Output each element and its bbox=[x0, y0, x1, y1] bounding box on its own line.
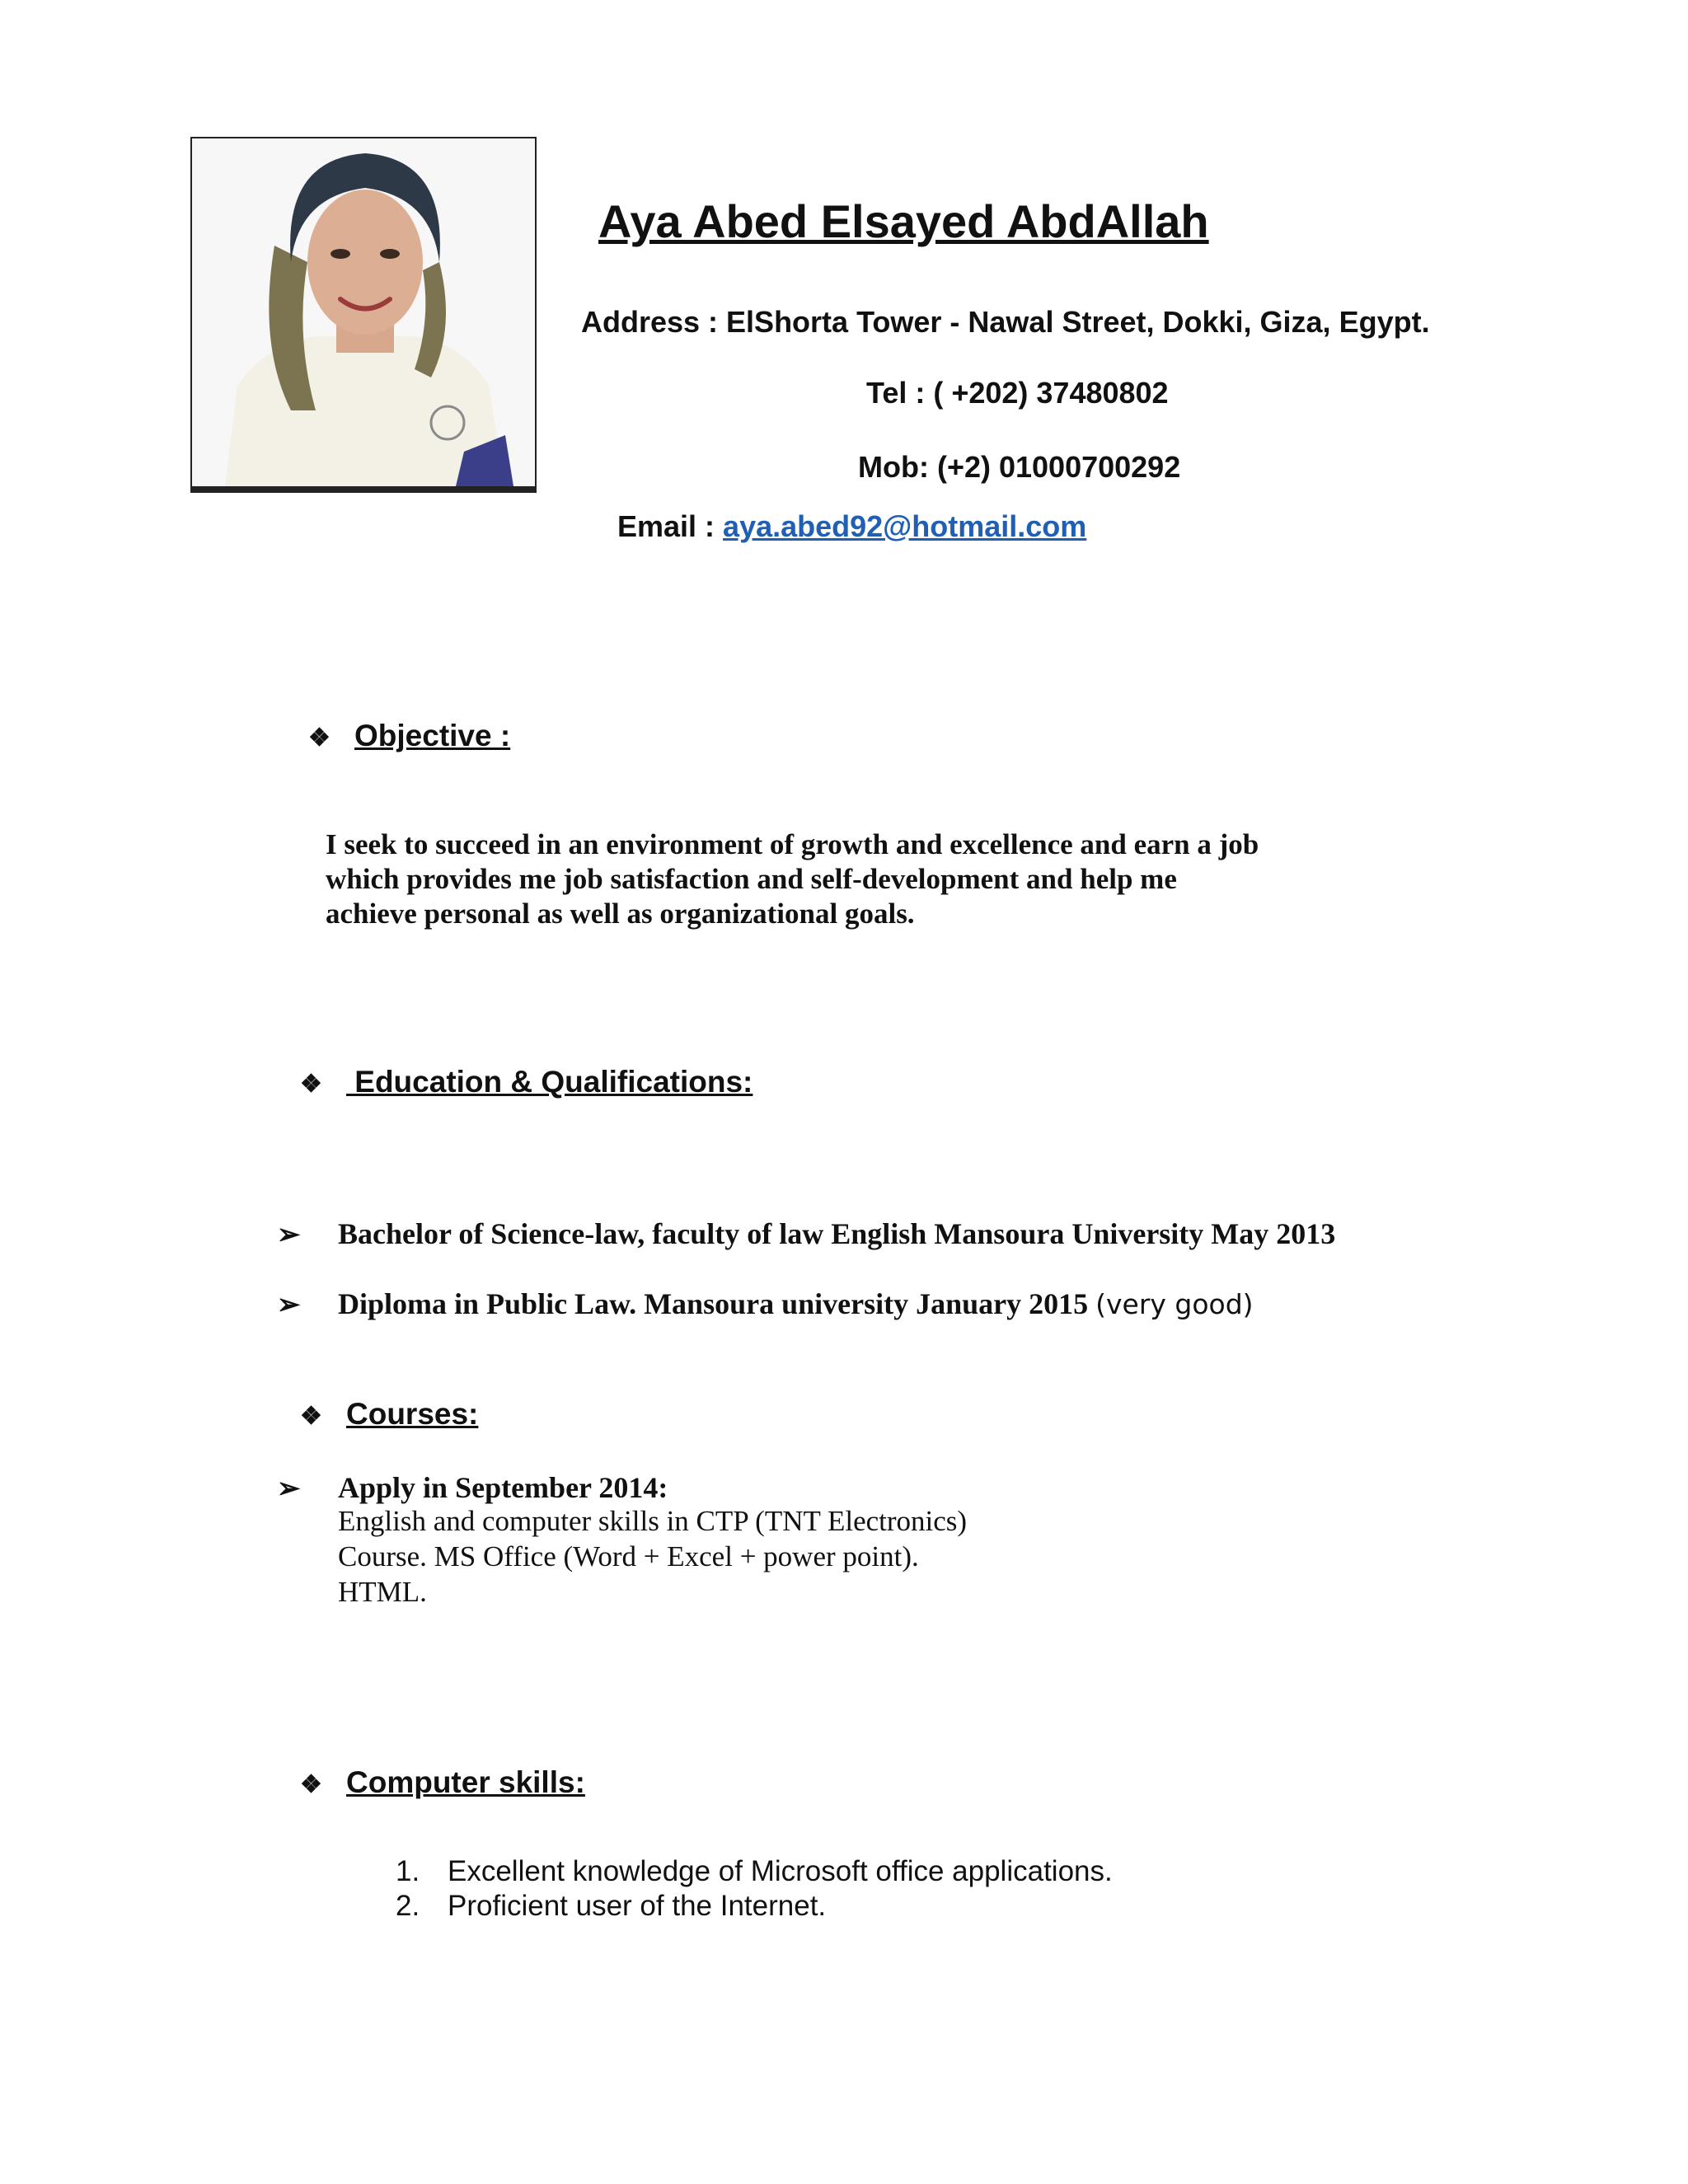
course-title: Apply in September 2014: bbox=[338, 1471, 668, 1504]
education-item-grade: (very good) bbox=[1095, 1288, 1254, 1320]
objective-line: achieve personal as well as organizational goals. bbox=[326, 898, 915, 930]
profile-photo bbox=[190, 137, 537, 493]
list-item-text: Proficient user of the Internet. bbox=[448, 1890, 827, 1922]
education-heading-label: Education & Qualifications: bbox=[346, 1065, 753, 1099]
objective-heading bbox=[308, 719, 510, 753]
mobile-line: Mob: (+2) 01000700292 bbox=[858, 450, 1181, 484]
computer-skills-heading-label: Computer skills: bbox=[346, 1765, 585, 1799]
education-heading bbox=[300, 1065, 753, 1099]
course-line: Course. MS Office (Word + Excel + power point). bbox=[338, 1540, 919, 1572]
email-row bbox=[617, 509, 1086, 544]
email-link[interactable]: aya.abed92@hotmail.com bbox=[723, 509, 1087, 543]
course-line: HTML. bbox=[338, 1576, 427, 1608]
education-item-text: Diploma in Public Law. Mansoura university January 2015 bbox=[338, 1287, 1096, 1320]
list-item-text: Excellent knowledge of Microsoft office applications. bbox=[448, 1855, 1113, 1887]
education-item-text: Bachelor of Science-law, faculty of law English Mansoura University May 2013 bbox=[338, 1217, 1336, 1250]
profile-photo-icon bbox=[192, 138, 535, 486]
education-item bbox=[277, 1286, 1254, 1321]
education-item bbox=[277, 1216, 1335, 1251]
candidate-name: Aya Abed Elsayed AbdAllah bbox=[598, 195, 1209, 247]
list-item-number: 2. bbox=[396, 1890, 420, 1922]
list-item-number: 1. bbox=[396, 1855, 420, 1887]
objective-line: I seek to succeed in an environment of growth and excellence and earn a job bbox=[326, 828, 1259, 860]
arrow-bullet-icon: ➢ bbox=[277, 1290, 301, 1320]
diamond-bullet-icon: ❖ bbox=[300, 1403, 322, 1430]
email-label: Email : bbox=[617, 509, 724, 543]
computer-skills-list bbox=[396, 1854, 1113, 1924]
course-details bbox=[338, 1503, 967, 1610]
objective-text bbox=[326, 827, 1339, 931]
objective-heading-label: Objective : bbox=[354, 719, 511, 752]
computer-skills-heading bbox=[300, 1765, 585, 1800]
courses-heading bbox=[300, 1397, 478, 1432]
diamond-bullet-icon: ❖ bbox=[300, 1071, 322, 1098]
course-item bbox=[277, 1470, 668, 1505]
diamond-bullet-icon: ❖ bbox=[308, 724, 331, 752]
address-line: Address : ElShorta Tower - Nawal Street, Dokki, Giza, Egypt. bbox=[581, 305, 1430, 339]
telephone-line: Tel : ( +202) 37480802 bbox=[866, 376, 1169, 410]
list-item bbox=[396, 1854, 1113, 1889]
list-item bbox=[396, 1889, 1113, 1924]
course-line: English and computer skills in CTP (TNT Electronics) bbox=[338, 1505, 968, 1537]
arrow-bullet-icon: ➢ bbox=[277, 1474, 301, 1504]
arrow-bullet-icon: ➢ bbox=[277, 1220, 301, 1250]
diamond-bullet-icon: ❖ bbox=[300, 1771, 322, 1798]
courses-heading-label: Courses: bbox=[346, 1397, 479, 1431]
objective-line: which provides me job satisfaction and self-development and help me bbox=[326, 863, 1177, 895]
